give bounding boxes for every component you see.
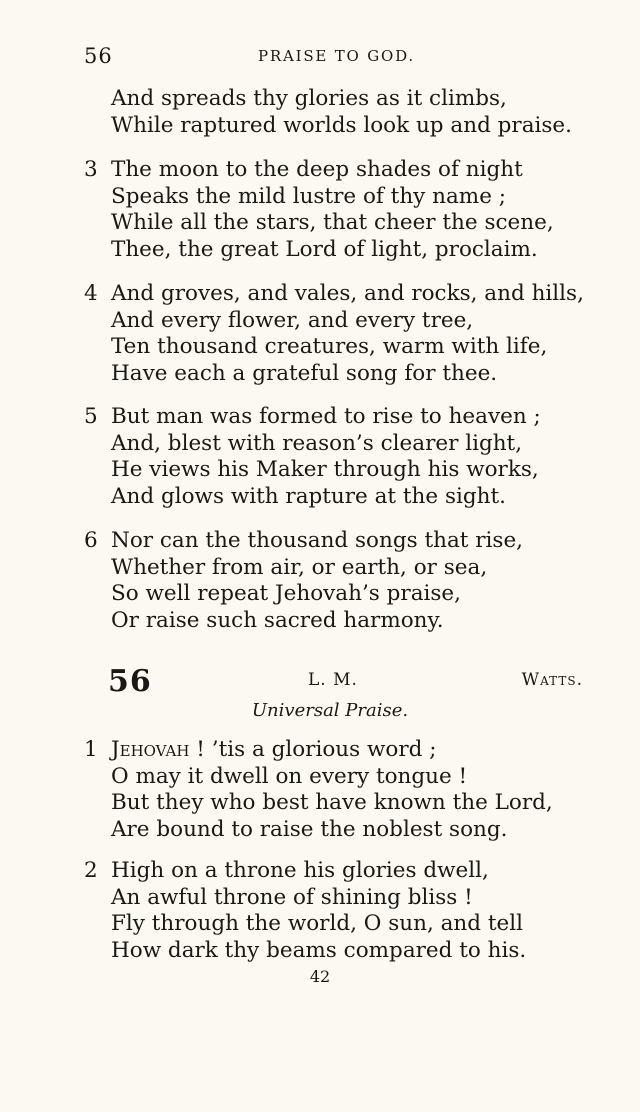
verse-line [84, 528, 604, 555]
hymn-meter: L. M. [308, 670, 358, 690]
verse-line [84, 113, 604, 140]
verse-text: Are bound to raise the noblest song. [111, 816, 508, 842]
verse-line [84, 237, 604, 264]
verse-line [84, 210, 604, 237]
verse-line [84, 885, 604, 912]
verse-text: While raptured worlds look up and praise. [111, 112, 572, 138]
page-header [84, 44, 584, 70]
verse-text: And groves, and vales, and rocks, and hills, [111, 281, 584, 306]
verse-line [84, 764, 604, 791]
verse-line [84, 737, 604, 764]
verse-text: Whether from air, or earth, or sea, [111, 554, 488, 580]
stanza-number: 5 [84, 404, 98, 429]
hymn-subtitle: Universal Praise. [251, 700, 409, 721]
verse-line [84, 817, 604, 844]
verse-line [84, 431, 604, 458]
verse-line [84, 308, 604, 335]
verse-line [84, 184, 604, 211]
verse-text: But they who best have known the Lord, [111, 790, 553, 815]
verse-text: Ten thousand creatures, warm with life, [111, 334, 548, 359]
verse-text: He views his Maker through his works, [111, 457, 539, 482]
verse-line [84, 484, 604, 511]
verse-line [84, 281, 604, 308]
verse-text: Thee, the great Lord of light, proclaim. [111, 236, 538, 262]
stanza-3 [84, 157, 604, 263]
verse-text: And, blest with reason’s clearer light, [111, 430, 523, 456]
verse-line [84, 858, 604, 885]
verse-text: How dark thy beams compared to his. [111, 937, 527, 963]
stanza-5 [84, 404, 604, 510]
verse-text: So well repeat Jehovah’s praise, [111, 581, 461, 606]
verse-text: The moon to the deep shades of night [111, 157, 523, 182]
verse-line [84, 938, 604, 965]
hymn-number: 56 [108, 664, 152, 699]
page-number: 56 [84, 44, 113, 68]
verse-line [84, 608, 604, 635]
verse-text: O may it dwell on every tongue ! [111, 763, 468, 789]
verse-text [111, 737, 436, 764]
stanza-4 [84, 281, 604, 387]
first-word: Jehovah [111, 737, 190, 762]
verse-line [84, 911, 604, 938]
stanza-number: 4 [84, 281, 98, 306]
stanza-continued [84, 86, 604, 139]
verse-line [84, 790, 604, 817]
hymn-author: Watts. [521, 670, 583, 690]
stanza-number: 2 [84, 858, 98, 883]
verse-line [84, 581, 604, 608]
verse-text: And every flower, and every tree, [111, 307, 474, 333]
verse-text: Have each a grateful song for thee. [111, 360, 498, 386]
hymn-heading [108, 664, 583, 700]
first-line-rest: ! ’tis a glorious word ; [189, 737, 437, 762]
hymn-stanza-1 [84, 737, 604, 843]
verse-line [84, 555, 604, 582]
verse-text: High on a throne his glories dwell, [111, 858, 489, 883]
running-head: PRAISE TO GOD. [258, 47, 415, 65]
verse-text: Fly through the world, O sun, and tell [111, 911, 523, 936]
verse-text: And glows with rapture at the sight. [111, 483, 506, 509]
verse-text: Nor can the thousand songs that rise, [111, 528, 524, 553]
verse-text: An awful throne of shining bliss ! [111, 884, 473, 910]
verse-text: Or raise such sacred harmony. [111, 607, 444, 633]
verse-line [84, 457, 604, 484]
verse-line [84, 404, 604, 431]
stanza-number: 3 [84, 157, 98, 182]
verse-line [84, 361, 604, 388]
stanza-number: 6 [84, 528, 98, 553]
verse-text: Speaks the mild lustre of thy name ; [111, 183, 506, 209]
stanza-6 [84, 528, 604, 634]
verse-text: But man was formed to rise to heaven ; [111, 404, 541, 429]
verse-text: And spreads thy glories as it climbs, [111, 86, 507, 111]
stanza-number: 1 [84, 737, 98, 762]
verse-line [84, 86, 604, 113]
verse-line [84, 334, 604, 361]
verse-text: While all the stars, that cheer the scene, [111, 210, 554, 235]
hymn-stanza-2 [84, 858, 604, 964]
verse-line [84, 157, 604, 184]
signature-number: 42 [309, 967, 331, 986]
